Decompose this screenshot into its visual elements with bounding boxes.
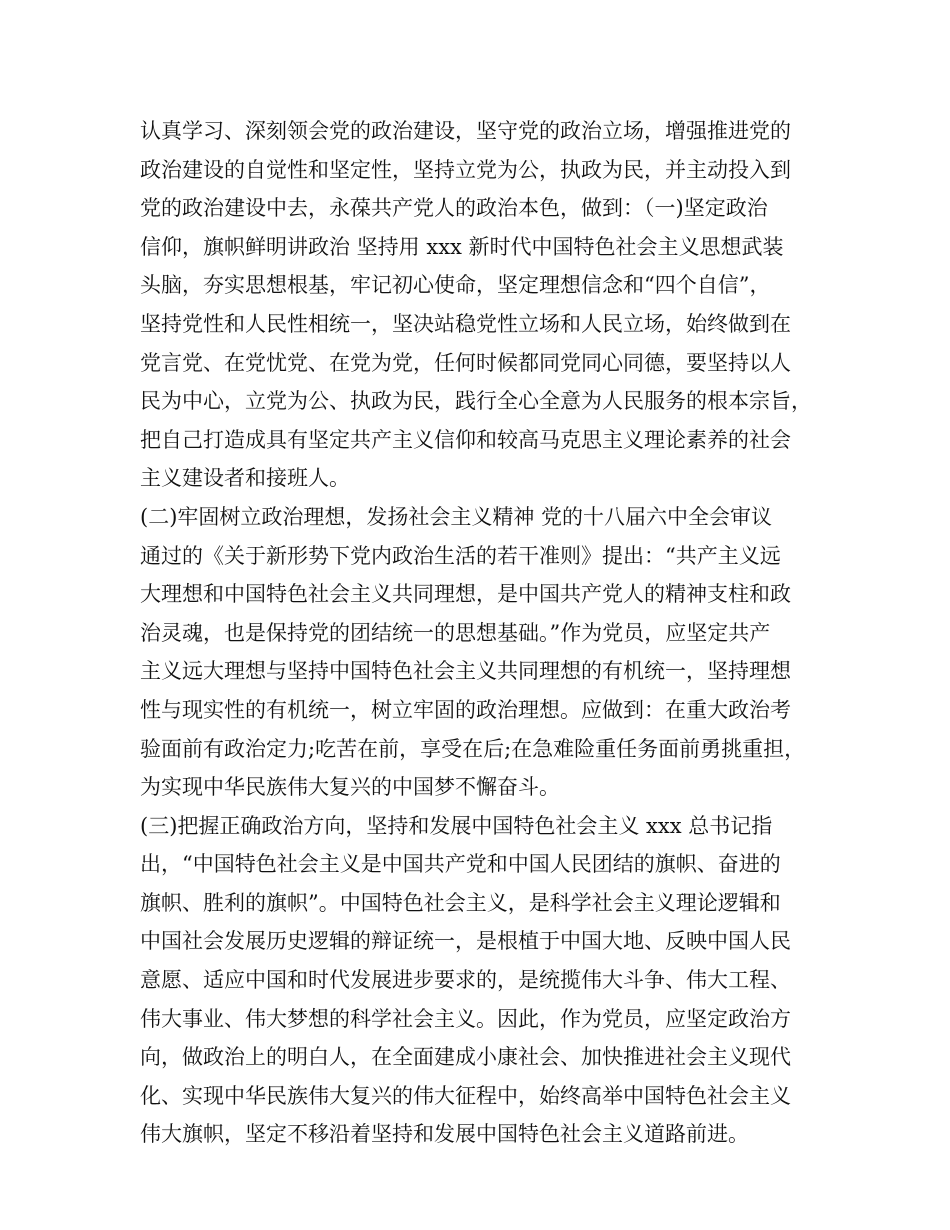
text-line: 信仰，旗帜鲜明讲政治 坚持用 xxx 新时代中国特色社会主义思想武装 [140,234,784,259]
text-line: 认真学习、深刻领会党的政治建设，坚守党的政治立场，增强推进党的 [140,119,791,143]
text-line: 出，“中国特色社会主义是中国共产党和中国人民团结的旗帜、奋进的 [140,852,781,877]
text-line: 中国社会发展历史逻辑的辩证统一，是根植于中国大地、反映中国人民 [140,929,791,954]
text-line: 意愿、适应中国和时代发展进步要求的，是统揽伟大斗争、伟大工程、 [140,968,791,993]
text-line: 党言党、在党忧党、在党为党，任何时候都同党同心同德，要坚持以人 [140,350,791,375]
text-line: 坚持党性和人民性相统一，坚决站稳党性立场和人民立场，始终做到在 [140,311,791,336]
text-line: 伟大旗帜，坚定不移沿着坚持和发展中国特色社会主义道路前进。 [140,1122,749,1147]
text-line: 性与现实性的有机统一，树立牢固的政治理想。应做到：在重大政治考 [140,697,791,722]
text-line: 政治建设的自觉性和坚定性，坚持立党为公，执政为民，并主动投入到 [140,157,791,182]
text-line: 主义建设者和接班人。 [140,466,350,491]
text-line: (三)把握正确政治方向，坚持和发展中国特色社会主义 xxx 总书记指 [140,813,773,838]
text-line: 头脑，夯实思想根基，牢记初心使命，坚定理想信念和“四个自信”， [140,273,771,298]
text-line: 验面前有政治定力;吃苦在前，享受在后;在急难险重任务面前勇挑重担， [140,736,806,761]
text-line: 治灵魂，也是保持党的团结统一的思想基础。”作为党员，应坚定共产 [140,620,771,645]
document-body [140,112,830,1154]
text-line: 主义远大理想与坚持中国特色社会主义共同理想的有机统一，坚持理想 [140,659,791,684]
text-line: 把自己打造成具有坚定共产主义信仰和较高马克思主义理论素养的社会 [140,427,791,452]
text-line: 向，做政治上的明白人，在全面建成小康社会、加快推进社会主义现代 [140,1045,791,1070]
text-line: 伟大事业、伟大梦想的科学社会主义。因此，作为党员，应坚定政治方 [140,1006,791,1031]
text-line: 大理想和中国特色社会主义共同理想，是中国共产党人的精神支柱和政 [140,582,791,607]
text-line: 为实现中华民族伟大复兴的中国梦不懈奋斗。 [140,775,560,800]
text-line: 化、实现中华民族伟大复兴的伟大征程中，始终高举中国特色社会主义 [140,1083,791,1108]
text-line: (二)牢固树立政治理想，发扬社会主义精神 党的十八届六中全会审议 [140,504,773,529]
text-line: 旗帜、胜利的旗帜”。中国特色社会主义，是科学社会主义理论逻辑和 [140,890,781,915]
text-line: 通过的《关于新形势下党内政治生活的若干准则》提出：“共产主义远 [140,543,781,568]
text-line: 民为中心，立党为公、执政为民，践行全心全意为人民服务的根本宗旨， [140,389,812,414]
text-line: 党的政治建设中去，永葆共产党人的政治本色，做到：（一)坚定政治 [140,196,768,221]
